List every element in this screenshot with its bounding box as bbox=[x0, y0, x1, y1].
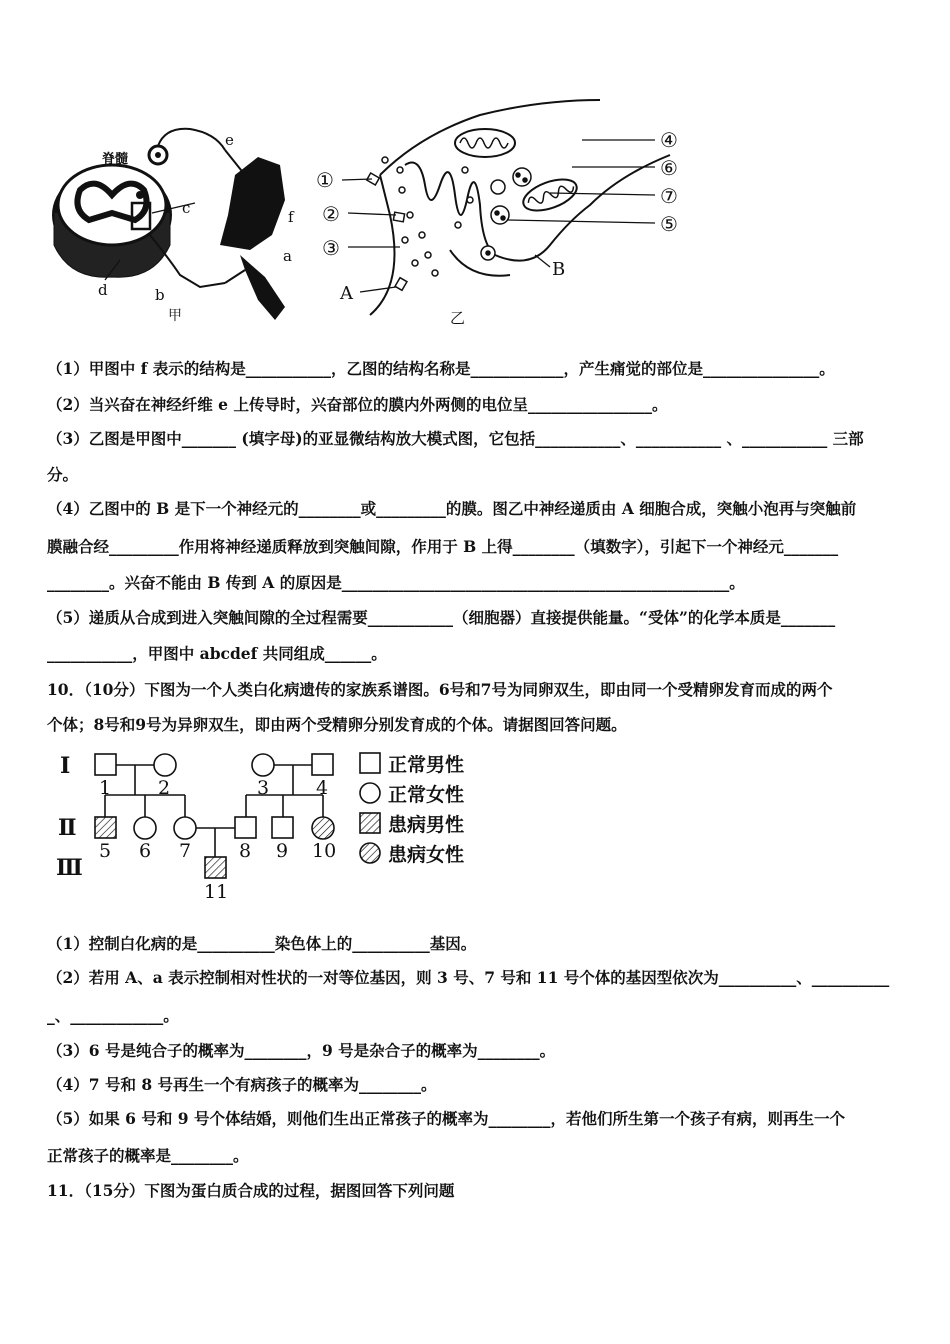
num-11: 11 bbox=[204, 881, 229, 903]
num-4: 4 bbox=[316, 777, 329, 799]
label-B: B bbox=[552, 259, 566, 280]
figure-jia-reflex-arc bbox=[40, 95, 320, 335]
q10-part-5-cont: 正常孩子的概率是________。 bbox=[47, 1146, 249, 1165]
gen-II: Ⅱ bbox=[58, 815, 77, 841]
q9-line-4: 分。 bbox=[47, 465, 79, 484]
label-f: f bbox=[288, 208, 294, 226]
q9-line-8: （5）递质从合成到进入突触间隙的全过程需要___________（细胞器）直接提供能量。“受体”的化学本质是_______ bbox=[47, 608, 836, 627]
individual-6 bbox=[134, 817, 156, 839]
legend-normal-male: 正常男性 bbox=[388, 754, 465, 776]
label-circle-6: ⑥ bbox=[660, 156, 678, 180]
label-A: A bbox=[340, 283, 353, 304]
label-e: e bbox=[225, 131, 234, 149]
individual-11 bbox=[205, 857, 226, 878]
label-circle-4: ④ bbox=[660, 128, 678, 152]
q10-part-2-cont: _、____________。 bbox=[47, 1006, 179, 1025]
individual-7 bbox=[174, 817, 196, 839]
q10-part-3: （3）6 号是纯合子的概率为________，9 号是杂合子的概率为________。 bbox=[47, 1041, 556, 1060]
q9-line-2: （2）当兴奋在神经纤维 e 上传导时，兴奋部位的膜内外两侧的电位呈________________。 bbox=[47, 395, 668, 414]
num-3: 3 bbox=[257, 777, 270, 799]
q10-intro-2: 个体；8号和9号为异卵双生，即由两个受精卵分别发育成的个体。请据图回答问题。 bbox=[47, 715, 627, 734]
q9-line-3: （3）乙图是甲图中_______ (填字母)的亚显微结构放大模式图，它包括___________、___________ 、___________ 三部 bbox=[47, 429, 864, 448]
legend-normal-female-icon bbox=[360, 783, 380, 803]
label-b: b bbox=[155, 286, 165, 304]
legend-affected-male-icon bbox=[360, 813, 380, 833]
spinal-cord-section bbox=[52, 165, 172, 277]
figure-yi-synapse bbox=[310, 95, 710, 335]
num-8: 8 bbox=[239, 840, 252, 862]
q10-intro-1: 10．（10分）下图为一个人类白化病遗传的家族系谱图。6号和7号为同卵双生，即由同一个受精卵发育而成的两个 bbox=[47, 680, 833, 699]
gen-III: Ⅲ bbox=[56, 855, 83, 881]
label-circle-7: ⑦ bbox=[660, 184, 678, 208]
q10-part-4: （4）7 号和 8 号再生一个有病孩子的概率为________。 bbox=[47, 1075, 437, 1094]
label-c: c bbox=[182, 199, 191, 217]
label-d: d bbox=[98, 281, 108, 299]
pedigree-chart bbox=[50, 745, 480, 905]
label-a: a bbox=[283, 247, 292, 265]
num-1: 1 bbox=[99, 777, 112, 799]
label-circle-5: ⑤ bbox=[660, 212, 678, 236]
receptor-a bbox=[240, 255, 285, 320]
mitochondrion bbox=[455, 129, 515, 157]
individual-2 bbox=[154, 754, 176, 776]
q10-part-2: （2）若用 A、a 表示控制相对性状的一对等位基因，则 3 号、7 号和 11 号个体的基因型依次为__________、__________ bbox=[47, 968, 890, 987]
individual-3 bbox=[252, 754, 274, 776]
q10-part-1: （1）控制白化病的是__________染色体上的__________基因。 bbox=[47, 934, 477, 953]
q9-line-9: ___________，甲图中 abcdef 共同组成______。 bbox=[47, 644, 387, 663]
q9-line-7: ________。兴奋不能由 B 传到 A 的原因是__________________________________________________。 bbox=[47, 573, 745, 592]
legend-affected-female-icon bbox=[360, 843, 380, 863]
q11-intro: 11．（15分）下图为蛋白质合成的过程，据图回答下列问题 bbox=[47, 1181, 455, 1200]
figure-yi-caption: 乙 bbox=[450, 309, 466, 327]
label-circle-2: ② bbox=[322, 202, 340, 226]
effector-f bbox=[220, 157, 285, 250]
q9-line-6: 膜融合经_________作用将神经递质释放到突触间隙，作用于 B 上得________（填数字），引起下一个神经元_______ bbox=[47, 537, 839, 556]
legend-normal-male-icon bbox=[360, 753, 380, 773]
individual-9 bbox=[272, 817, 293, 838]
q10-part-5: （5）如果 6 号和 9 号个体结婚，则他们生出正常孩子的概率为________，若他们所生第一个孩子有病，则再生一个 bbox=[47, 1109, 845, 1128]
figure-jia-caption: 甲 bbox=[168, 308, 182, 324]
individual-10 bbox=[312, 817, 334, 839]
individual-4 bbox=[312, 754, 333, 775]
num-7: 7 bbox=[179, 840, 192, 862]
num-9: 9 bbox=[276, 840, 289, 862]
individual-5 bbox=[95, 817, 116, 838]
q9-line-5: （4）乙图中的 B 是下一个神经元的________或_________的膜。图乙中神经递质由 A 细胞合成，突触小泡再与突触前 bbox=[47, 499, 857, 518]
num-2: 2 bbox=[158, 777, 171, 799]
legend-affected-female: 患病女性 bbox=[388, 844, 465, 866]
spine-label: 脊髓 bbox=[102, 152, 129, 167]
individual-8 bbox=[235, 817, 256, 838]
num-5: 5 bbox=[99, 840, 112, 862]
label-circle-3: ③ bbox=[322, 236, 340, 260]
legend-normal-female: 正常女性 bbox=[388, 784, 465, 806]
legend-affected-male: 患病男性 bbox=[388, 814, 465, 836]
q9-line-1: （1）甲图中 f 表示的结构是___________，乙图的结构名称是____________，产生痛觉的部位是_______________。 bbox=[47, 359, 835, 378]
gen-I: Ⅰ bbox=[60, 753, 71, 779]
individual-1 bbox=[95, 754, 116, 775]
num-6: 6 bbox=[139, 840, 152, 862]
num-10: 10 bbox=[312, 840, 337, 862]
label-circle-1: ① bbox=[316, 168, 334, 192]
